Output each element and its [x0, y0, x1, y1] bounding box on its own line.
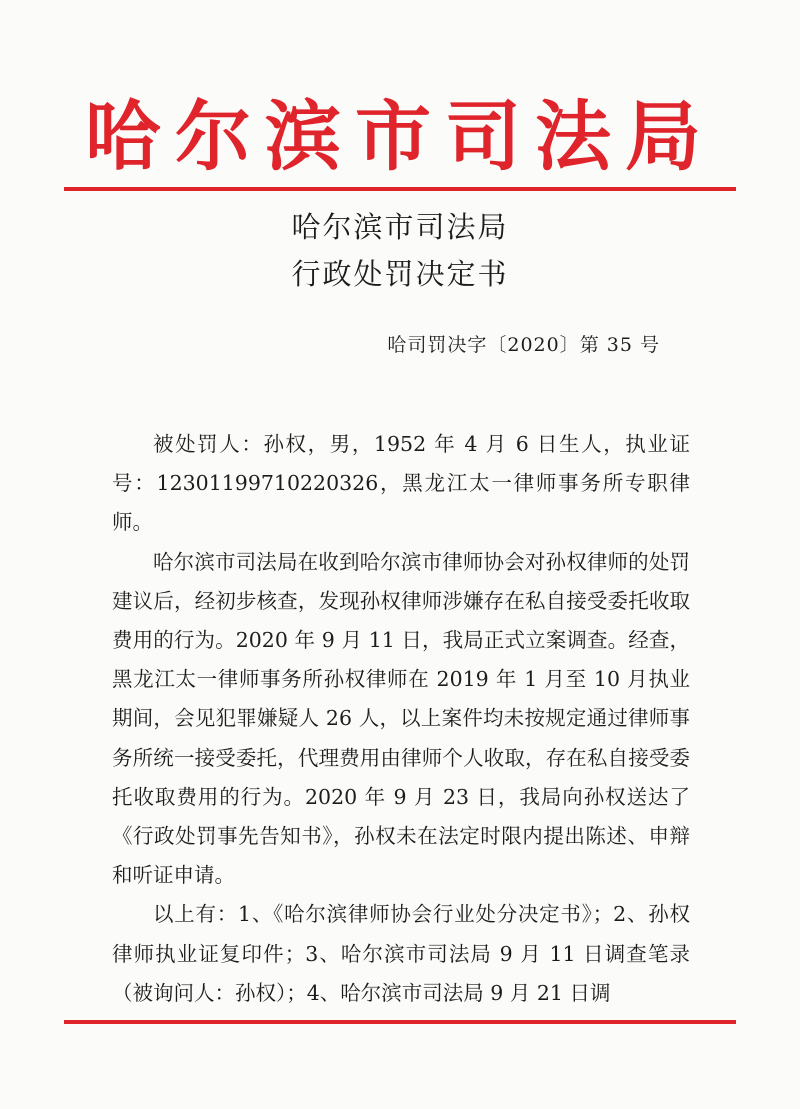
document-number: 哈司罚决字〔2020〕第 35 号	[387, 334, 660, 356]
masthead-title: 哈尔滨市司法局	[85, 92, 715, 181]
paragraph-respondent: 被处罚人：孙权，男，1952 年 4 月 6 日生人，执业证号：12301199710220326，黑龙江太一律师事务所专职律师。	[112, 432, 690, 535]
footer-divider	[64, 1020, 736, 1024]
paragraph-evidence: 以上有：1、《哈尔滨律师协会行业处分决定书》；2、孙权律师执业证复印件；3、哈尔滨市司法局 9 月 11 日调查笔录（被询问人：孙权）；4、哈尔滨市司法局 9 月 21 日调	[112, 902, 690, 1005]
document-body	[112, 425, 690, 1013]
masthead-divider	[64, 187, 736, 191]
paragraph-facts: 哈尔滨市司法局在收到哈尔滨市律师协会对孙权律师的处罚建议后，经初步核查，发现孙权律师涉嫌存在私自接受委托收取费用的行为。2020 年 9 月 11 日，我局正式立案调查。经查，黑龙江太一律师事务所孙权律师在 2019 年 1 月至 10 月执业期间，会见犯罪嫌疑人 26 人，以上案件均未按规定通过律师事务所统一接受委托，代理费用由律师个人收取，存在私自接受委托收取费用的行为。2020 年 9 月 23 日，我局向孙权送达了《行政处罚事先告知书》，孙权未在法定时限内提出陈述、申辩和听证申请。	[112, 549, 690, 888]
document-title-type: 行政处罚决定书	[291, 257, 509, 291]
document-title-issuer: 哈尔滨市司法局	[291, 210, 509, 244]
